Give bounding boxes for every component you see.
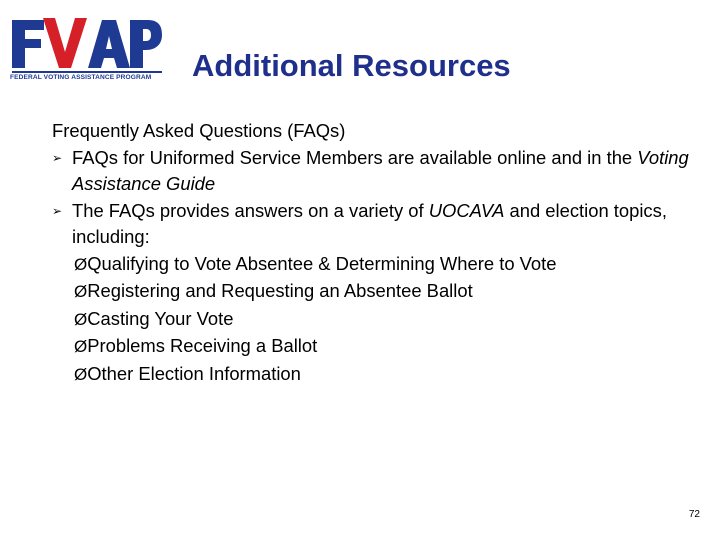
topic-text: Casting Your Vote	[87, 307, 234, 329]
arrow-bullet-icon: ➢	[52, 150, 63, 165]
topic-item	[52, 333, 702, 361]
topic-text: Problems Receiving a Ballot	[87, 335, 318, 356]
bullet-item	[52, 198, 702, 251]
sub-bullet-marker: Ø	[74, 254, 88, 274]
topic-text: Qualifying to Vote Absentee & Determining Where to Vote	[87, 252, 557, 274]
bullet-after: and election topics, including:	[72, 199, 667, 247]
fvap-logo-mark	[10, 14, 162, 74]
bullet-italic: UOCAVA	[428, 199, 505, 221]
bullet-italic: Voting Assistance Guide	[72, 146, 689, 194]
topic-text: Registering and Requesting an Absentee Ballot	[87, 280, 473, 301]
bullet-text: FAQs for Uniformed Service Members are available online and in the	[72, 146, 638, 168]
faq-heading: Frequently Asked Questions (FAQs)	[52, 120, 346, 141]
bullet-item	[52, 145, 702, 198]
arrow-bullet-icon: ➢	[52, 203, 63, 218]
slide-title: Additional Resources	[192, 48, 511, 83]
topic-item	[52, 278, 702, 306]
sub-bullet-marker: Ø	[74, 337, 88, 356]
sub-bullet-marker: Ø	[74, 309, 88, 329]
topic-item	[52, 306, 702, 334]
sub-bullet-marker: Ø	[74, 364, 88, 384]
topic-text: Other Election Information	[87, 362, 301, 384]
slide-content	[52, 118, 702, 388]
logo-subtitle: FEDERAL VOTING ASSISTANCE PROGRAM	[10, 74, 152, 81]
page-number: 72	[688, 509, 700, 520]
bullet-text: The FAQs provides answers on a variety of	[72, 199, 429, 221]
sub-bullet-marker: Ø	[74, 282, 88, 301]
fvap-logo	[10, 14, 162, 88]
topic-item	[52, 251, 702, 279]
topic-item	[52, 361, 702, 389]
